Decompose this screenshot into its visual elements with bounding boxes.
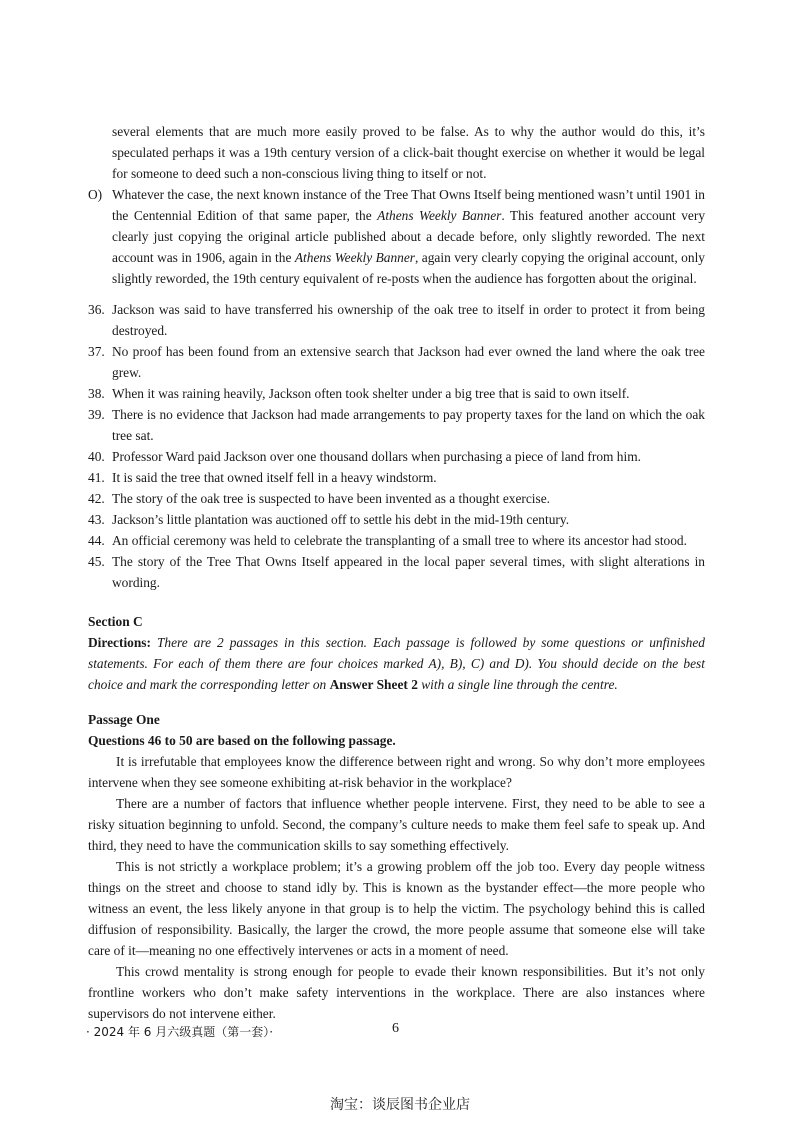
newspaper-name: Athens Weekly Banner <box>294 250 415 265</box>
question-item <box>88 299 705 341</box>
question-text: It is said the tree that owned itself fell in a heavy windstorm. <box>112 470 437 485</box>
question-item <box>88 488 705 509</box>
newspaper-name: Athens Weekly Banner <box>377 208 502 223</box>
passage-subtitle: Questions 46 to 50 are based on the following passage. <box>88 733 396 748</box>
question-number: 44. <box>88 533 105 548</box>
passage-paragraph: This is not strictly a workplace problem; it’s a growing problem off the job too. Every day people witness things on the street and choose to stand idly by. This is known as the bystander effect—the more people who witness an event, the less likely anyone in that group is to help the victim. The psychology behind this is called diffusion of responsibility. Basically, the larger the crowd, the more people assume that someone else will take care of it—meaning no one effectively intervenes or acts in a moment of need. <box>88 859 705 958</box>
paragraph-n-continuation: several elements that are much more easily proved to be false. As to why the author would do this, it’s speculated perhaps it was a 19th century version of a click-bait thought exercise on whether it would be legal for someone to deed such a non-conscious living thing to itself or not. <box>112 124 705 181</box>
question-number: 41. <box>88 470 105 485</box>
question-text: There is no evidence that Jackson had made arrangements to pay property taxes for the land on which the oak tree sat. <box>112 407 705 443</box>
question-text: An official ceremony was held to celebrate the transplanting of a small tree to where its ancestor had stood. <box>112 533 687 548</box>
question-number: 38. <box>88 386 105 401</box>
question-number: 45. <box>88 554 105 569</box>
question-item <box>88 509 705 530</box>
section-directions <box>88 632 705 695</box>
question-item <box>88 341 705 383</box>
page-content <box>88 121 705 1024</box>
question-text: No proof has been found from an extensive search that Jackson had ever owned the land where the oak tree grew. <box>112 344 705 380</box>
question-item <box>88 467 705 488</box>
paragraph-o-text-part3: , again very clearly copying the original account, only slightly reworded, the 19th century equivalent of re-posts when the audience has forgotten about the original. <box>112 250 705 286</box>
directions-label: Directions: <box>88 635 151 650</box>
question-item <box>88 446 705 467</box>
question-number: 37. <box>88 344 105 359</box>
question-text: Jackson was said to have transferred his ownership of the oak tree to itself in order to protect it from being destroyed. <box>112 302 705 338</box>
question-item <box>88 551 705 593</box>
passage-title: Passage One <box>88 712 160 727</box>
question-text: The story of the oak tree is suspected to have been invented as a thought exercise. <box>112 491 551 506</box>
question-item <box>88 530 705 551</box>
question-number: 42. <box>88 491 105 506</box>
paragraph-o-label: O) <box>88 187 103 202</box>
question-item <box>88 404 705 446</box>
question-text: Jackson’s little plantation was auctioned off to settle his debt in the mid-19th century. <box>112 512 570 527</box>
paragraph-o-text-part2: . This featured another account very clearly just copying the original article published about a decade before, only slightly reworded. The next account was in 1906, again in the <box>112 208 706 265</box>
question-number: 40. <box>88 449 105 464</box>
question-text: When it was raining heavily, Jackson often took shelter under a big tree that is said to own itself. <box>112 386 630 401</box>
passage-paragraph: This crowd mentality is strong enough for people to evade their known responsibilities. But it’s not only frontline workers who don’t make safety interventions in the workplace. There are also instances where supervisors do not intervene either. <box>88 964 705 1021</box>
question-text: The story of the Tree That Owns Itself appeared in the local paper several times, with slight alterations in wording. <box>112 554 705 590</box>
passage-paragraph: There are a number of factors that influence whether people intervene. First, they need to be able to see a risky situation beginning to unfold. Second, the company’s culture needs to make them feel safe to speak up. And third, they need to have the communication skills to say something effectively. <box>88 796 705 853</box>
directions-text-part1: There are 2 passages in this section. Each passage is followed by some questions or unfinished statements. For each of them there are four choices marked A), B), C) and D). You should decide on the best choice and mark the corresponding letter on <box>88 635 705 692</box>
directions-text-part2: with a single line through the centre. <box>417 677 618 692</box>
question-number: 39. <box>88 407 105 422</box>
store-watermark: 淘宝：谈辰图书企业店 <box>330 1097 470 1113</box>
page-footer-label: · 2024 年 6 月六级真题（第一套）· <box>86 1025 274 1039</box>
paragraph-o <box>88 184 705 289</box>
question-number: 36. <box>88 302 105 317</box>
question-item <box>88 383 705 404</box>
matching-questions <box>88 299 705 593</box>
page-number: 6 <box>392 1021 399 1036</box>
question-text: Professor Ward paid Jackson over one thousand dollars when purchasing a piece of land from him. <box>112 449 641 464</box>
paragraph-o-text <box>112 184 705 289</box>
section-title: Section C <box>88 614 143 629</box>
passage-paragraph: It is irrefutable that employees know the difference between right and wrong. So why don’t more employees intervene when they see someone exhibiting at-risk behavior in the workplace? <box>88 754 705 790</box>
paragraph-o-text-part1: Whatever the case, the next known instance of the Tree That Owns Itself being mentioned wasn’t until 1901 in the Centennial Edition of that same paper, the <box>112 187 705 223</box>
question-number: 43. <box>88 512 105 527</box>
answer-sheet-label: Answer Sheet 2 <box>329 677 418 692</box>
